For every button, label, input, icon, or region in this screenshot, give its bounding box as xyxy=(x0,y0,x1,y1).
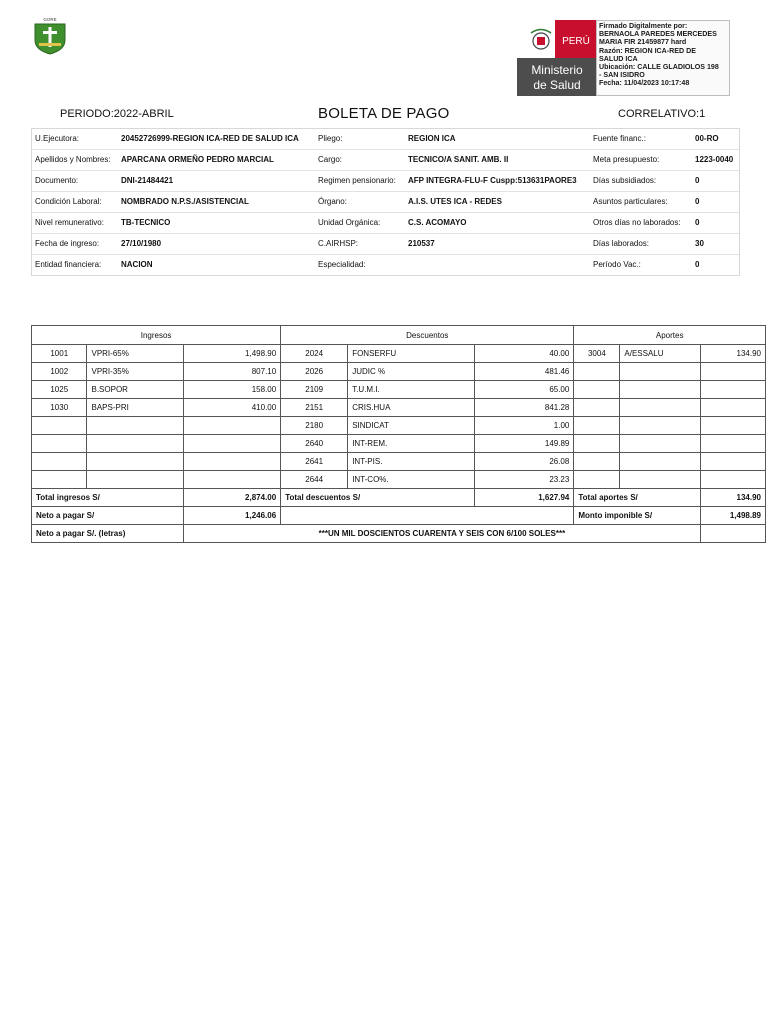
ingreso-amount xyxy=(183,435,280,453)
descuento-amount: 23.23 xyxy=(474,471,573,489)
ingreso-amount: 1,498.90 xyxy=(183,345,280,363)
info-label: Días subsidiados: xyxy=(593,176,657,185)
info-value: 0 xyxy=(695,197,700,206)
info-value xyxy=(405,255,590,275)
ingreso-amount: 410.00 xyxy=(183,399,280,417)
payroll-table xyxy=(31,325,766,543)
info-value: TB-TECNICO xyxy=(121,218,171,227)
ingreso-amount xyxy=(183,417,280,435)
aporte-concept xyxy=(620,399,701,417)
table-row xyxy=(32,345,766,363)
info-label: Documento: xyxy=(35,176,79,185)
ingreso-amount: 158.00 xyxy=(183,381,280,399)
digital-signature-box xyxy=(596,20,730,96)
descuento-code: 2180 xyxy=(281,417,348,435)
table-row xyxy=(32,363,766,381)
aporte-amount xyxy=(701,363,766,381)
total-ingresos-value: 2,874.00 xyxy=(183,489,280,507)
info-value: 210537 xyxy=(408,239,435,248)
aporte-code xyxy=(574,363,620,381)
info-label: Nivel remunerativo: xyxy=(35,218,104,227)
descuento-code: 2644 xyxy=(281,471,348,489)
correlativo-label: CORRELATIVO:1 xyxy=(618,108,706,120)
table-row xyxy=(32,453,766,471)
info-value: 0 xyxy=(695,218,700,227)
table-row xyxy=(32,471,766,489)
gore-logo-label: GORE xyxy=(43,17,57,22)
info-row xyxy=(32,213,739,234)
descuento-code: 2026 xyxy=(281,363,348,381)
minsa-logo xyxy=(517,20,597,96)
info-value: APARCANA ORMEÑO PEDRO MARCIAL xyxy=(121,155,274,164)
aporte-amount xyxy=(701,399,766,417)
info-value: 27/10/1980 xyxy=(121,239,162,248)
aporte-code xyxy=(574,471,620,489)
monto-imponible-value: 1,498.89 xyxy=(701,507,766,525)
info-label: Período Vac.: xyxy=(593,260,641,269)
net-pay-words-row xyxy=(32,525,766,543)
peru-brand-text: PERÚ xyxy=(562,36,590,47)
info-label: Otros días no laborados: xyxy=(593,218,681,227)
info-value: 0 xyxy=(695,176,700,185)
ingreso-concept: B.SOPOR xyxy=(87,381,183,399)
page-title: BOLETA DE PAGO xyxy=(318,105,450,122)
ministry-name-line2: de Salud xyxy=(533,78,581,92)
info-row xyxy=(32,129,739,150)
ingreso-code: 1001 xyxy=(32,345,87,363)
descuento-concept: INT-CO%. xyxy=(348,471,475,489)
gore-logo xyxy=(30,16,70,56)
info-row xyxy=(32,192,739,213)
totals-row xyxy=(32,489,766,507)
ingreso-concept: VPRI-35% xyxy=(87,363,183,381)
descuento-concept: CRIS.HUA xyxy=(348,399,475,417)
descuento-amount: 1.00 xyxy=(474,417,573,435)
letras-blank xyxy=(701,525,766,543)
ingreso-concept xyxy=(87,453,183,471)
table-header-row xyxy=(32,326,766,345)
descuento-concept: T.U.M.I. xyxy=(348,381,475,399)
ingresos-header: Ingresos xyxy=(32,326,281,345)
ingreso-code: 1025 xyxy=(32,381,87,399)
info-value: 00-RO xyxy=(695,134,719,143)
info-label: Días laborados: xyxy=(593,239,650,248)
ingreso-concept: BAPS-PRI xyxy=(87,399,183,417)
descuento-concept: FONSERFU xyxy=(348,345,475,363)
aporte-code xyxy=(574,399,620,417)
info-row xyxy=(32,255,739,275)
aporte-amount xyxy=(701,453,766,471)
info-value: TECNICO/A SANIT. AMB. II xyxy=(408,155,509,164)
ingreso-code xyxy=(32,471,87,489)
info-label: Especialidad: xyxy=(318,260,366,269)
employee-info-grid xyxy=(31,128,740,276)
aporte-code xyxy=(574,453,620,471)
descuento-concept: SINDICAT xyxy=(348,417,475,435)
ingreso-code xyxy=(32,435,87,453)
info-row xyxy=(32,150,739,171)
monto-imponible-label: Monto imponible S/ xyxy=(574,507,701,525)
neto-value: 1,246.06 xyxy=(183,507,280,525)
info-row xyxy=(32,171,739,192)
ingreso-code: 1002 xyxy=(32,363,87,381)
descuento-concept: INT-PIS. xyxy=(348,453,475,471)
info-label: Meta presupuesto: xyxy=(593,155,660,164)
total-ingresos-label: Total ingresos S/ xyxy=(32,489,184,507)
net-pay-blank xyxy=(281,507,574,525)
descuento-amount: 26.08 xyxy=(474,453,573,471)
aporte-amount xyxy=(701,417,766,435)
periodo-label: PERIODO:2022-ABRIL xyxy=(60,108,174,120)
info-label: Apellidos y Nombres: xyxy=(35,155,111,164)
ingreso-amount xyxy=(183,471,280,489)
info-label: Fuente financ.: xyxy=(593,134,646,143)
descuento-concept: JUDIC % xyxy=(348,363,475,381)
descuento-code: 2024 xyxy=(281,345,348,363)
descuento-amount: 841.28 xyxy=(474,399,573,417)
ingreso-code xyxy=(32,453,87,471)
info-value: REGION ICA xyxy=(408,134,456,143)
info-value: 0 xyxy=(695,260,700,269)
info-value: NOMBRADO N.P.S./ASISTENCIAL xyxy=(121,197,249,206)
info-label: Unidad Orgánica: xyxy=(318,218,381,227)
ingreso-code: 1030 xyxy=(32,399,87,417)
ingreso-code xyxy=(32,417,87,435)
info-label: Asuntos particulares: xyxy=(593,197,668,206)
ingreso-concept xyxy=(87,435,183,453)
info-label: U.Ejecutora: xyxy=(35,134,80,143)
descuento-amount: 65.00 xyxy=(474,381,573,399)
info-value: A.I.S. UTES ICA - REDES xyxy=(408,197,502,206)
neto-label: Neto a pagar S/ xyxy=(32,507,184,525)
ingreso-amount: 807.10 xyxy=(183,363,280,381)
ingreso-concept xyxy=(87,471,183,489)
total-descuentos-value: 1,627.94 xyxy=(474,489,573,507)
letras-label: Neto a pagar S/. (letras) xyxy=(32,525,184,543)
aporte-concept xyxy=(620,417,701,435)
aporte-amount xyxy=(701,435,766,453)
ingreso-amount xyxy=(183,453,280,471)
digital-signature-text: Firmado Digitalmente por: BERNAOLA PAREDES MERCEDES MARIA FIR 21459877 hard Razón: REGION ICA-RED DE SALUD ICA Ubicación: CALLE GLADIOLOS 198 - SAN ISIDRO Fecha: 11/04/2023 10:17:48 xyxy=(599,22,719,88)
info-value: AFP INTEGRA-FLU-F Cuspp:513631PAORE3 xyxy=(408,176,577,185)
info-value: 1223-0040 xyxy=(695,155,734,164)
descuento-amount: 481.46 xyxy=(474,363,573,381)
info-label: Condición Laboral: xyxy=(35,197,102,206)
total-aportes-label: Total aportes S/ xyxy=(574,489,701,507)
info-row xyxy=(32,234,739,255)
aporte-concept xyxy=(620,435,701,453)
ingreso-concept xyxy=(87,417,183,435)
info-value: NACION xyxy=(121,260,153,269)
info-label: Entidad financiera: xyxy=(35,260,102,269)
table-row xyxy=(32,399,766,417)
descuento-code: 2151 xyxy=(281,399,348,417)
descuento-code: 2641 xyxy=(281,453,348,471)
aporte-amount xyxy=(701,471,766,489)
descuentos-header: Descuentos xyxy=(281,326,574,345)
aporte-concept: A/ESSALU xyxy=(620,345,701,363)
aporte-concept xyxy=(620,381,701,399)
info-label: Cargo: xyxy=(318,155,343,164)
aportes-header: Aportes xyxy=(574,326,766,345)
descuento-concept: INT-REM. xyxy=(348,435,475,453)
descuento-amount: 40.00 xyxy=(474,345,573,363)
descuento-amount: 149.89 xyxy=(474,435,573,453)
info-label: C.AIRHSP: xyxy=(318,239,359,248)
table-row xyxy=(32,435,766,453)
aporte-code xyxy=(574,381,620,399)
total-descuentos-label: Total descuentos S/ xyxy=(281,489,475,507)
aporte-concept xyxy=(620,363,701,381)
ingreso-concept: VPRI-65% xyxy=(87,345,183,363)
info-label: Órgano: xyxy=(318,197,347,206)
aporte-code: 3004 xyxy=(574,345,620,363)
info-value: DNI-21484421 xyxy=(121,176,174,185)
info-value: 20452726999-REGION ICA-RED DE SALUD ICA xyxy=(121,134,299,143)
ministry-name-line1: Ministerio xyxy=(531,63,583,77)
info-value: C.S. ACOMAYO xyxy=(408,218,467,227)
aporte-concept xyxy=(620,453,701,471)
net-pay-row xyxy=(32,507,766,525)
total-aportes-value: 134.90 xyxy=(701,489,766,507)
aporte-code xyxy=(574,435,620,453)
table-row xyxy=(32,417,766,435)
descuento-code: 2640 xyxy=(281,435,348,453)
aporte-amount xyxy=(701,381,766,399)
table-row xyxy=(32,381,766,399)
aporte-amount: 134.90 xyxy=(701,345,766,363)
info-label: Regimen pensionario: xyxy=(318,176,396,185)
aporte-concept xyxy=(620,471,701,489)
aporte-code xyxy=(574,417,620,435)
descuento-code: 2109 xyxy=(281,381,348,399)
info-label: Fecha de ingreso: xyxy=(35,239,100,248)
info-label: Pliego: xyxy=(318,134,343,143)
letras-value: ***UN MIL DOSCIENTOS CUARENTA Y SEIS CON 6/100 SOLES*** xyxy=(183,525,700,543)
info-value: 30 xyxy=(695,239,704,248)
